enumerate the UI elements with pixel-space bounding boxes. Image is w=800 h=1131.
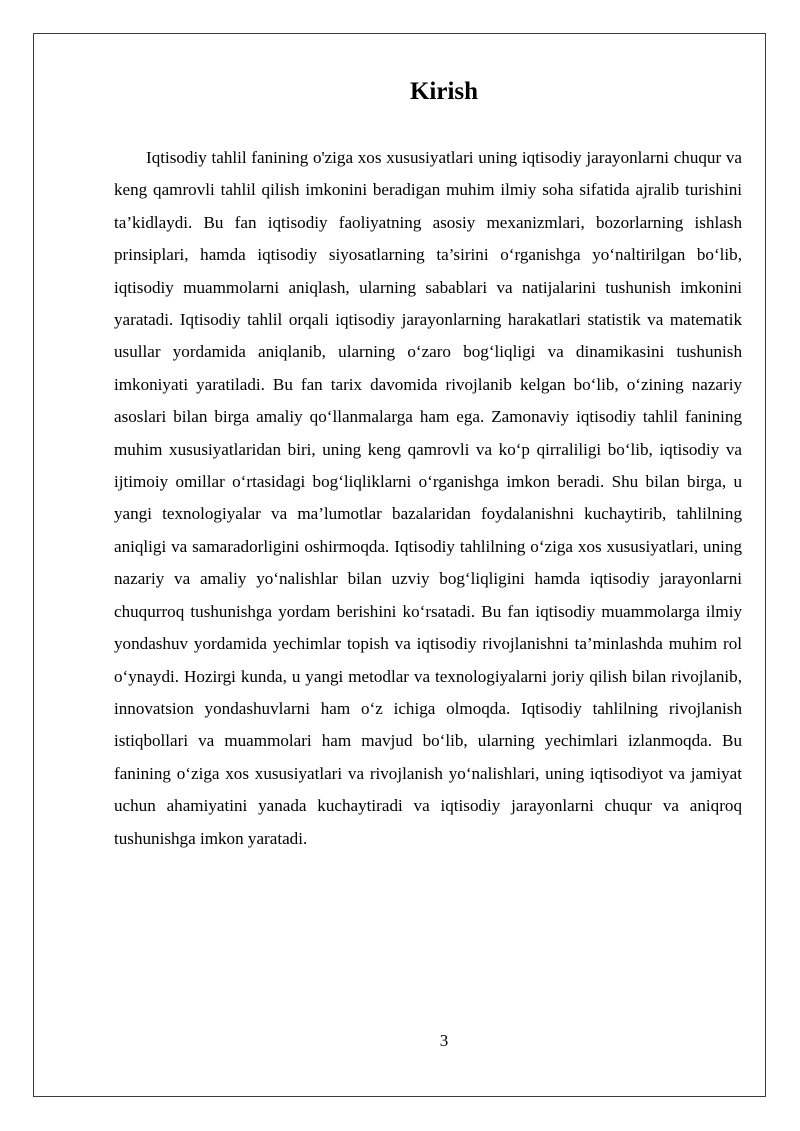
page-title: Kirish bbox=[409, 78, 479, 105]
page-number: 3 bbox=[439, 1031, 449, 1050]
body-paragraph: Iqtisodiy tahlil fanining o'ziga xos xususiyatlari uning iqtisodiy jarayonlarni chuqur va keng qamrovli tahlil qilish imkonini beradigan muhim ilmiy soha sifatida ajralib turishini ta’kidlaydi. Bu fan iqtisodiy faoliyatning asosiy mexanizmlari, bozorlarning ishlash prinsiplari, hamda iqtisodiy siyosatlarning ta’sirini o‘rganishga yo‘naltirilgan bo‘lib, iqtisodiy muammolarni aniqlash, ularning sabablari va natijalarini tushunish imkonini yaratadi. Iqtisodiy tahlil orqali iqtisodiy jarayonlarning harakatlari statistik va matematik usullar yordamida aniqlanib, ularning o‘zaro bog‘liqligi va dinamikasini tushunish imkoniyati yaratiladi. Bu fan tarix davomida rivojlanib kelgan bo‘lib, o‘zining nazariy asoslari bilan birga amaliy qo‘llanmalarga ham ega. Zamonaviy iqtisodiy tahlil fanining muhim xususiyatlaridan biri, uning keng qamrovli va ko‘p qirraliligi bo‘lib, iqtisodiy va ijtimoiy omillar o‘rtasidagi bog‘liqliklarni o‘rganishga imkon beradi. Shu bilan birga, u yangi texnologiyalar va ma’lumotlar bazalaridan foydalanishni kuchaytirib, tahlilning aniqligi va samaradorligini oshirmoqda. Iqtisodiy tahlilning o‘ziga xos xususiyatlari, uning nazariy va amaliy yo‘nalishlar bilan uzviy bog‘liqligini hamda iqtisodiy jarayonlarni chuqurroq tushunishga yordam berishini ko‘rsatadi. Bu fan iqtisodiy muammolarga ilmiy yondashuv yordamida yechimlar topish va iqtisodiy rivojlanishni ta’minlashda muhim rol o‘ynaydi. Hozirgi kunda, u yangi metodlar va texnologiyalarni joriy qilish bilan rivojlanib, innovatsion yondashuvlarni ham o‘z ichiga olmoqda. Iqtisodiy tahlilning rivojlanish istiqbollari va muammolari ham mavjud bo‘lib, ularning yechimlari izlanmoqda. Bu fanining o‘ziga xos xususiyatlari va rivojlanish yo‘nalishlari, uning iqtisodiyot va jamiyat uchun ahamiyatini yanada kuchaytiradi va iqtisodiy jarayonlarni chuqur va aniqroq tushunishga imkon yaratadi. bbox=[114, 148, 742, 848]
